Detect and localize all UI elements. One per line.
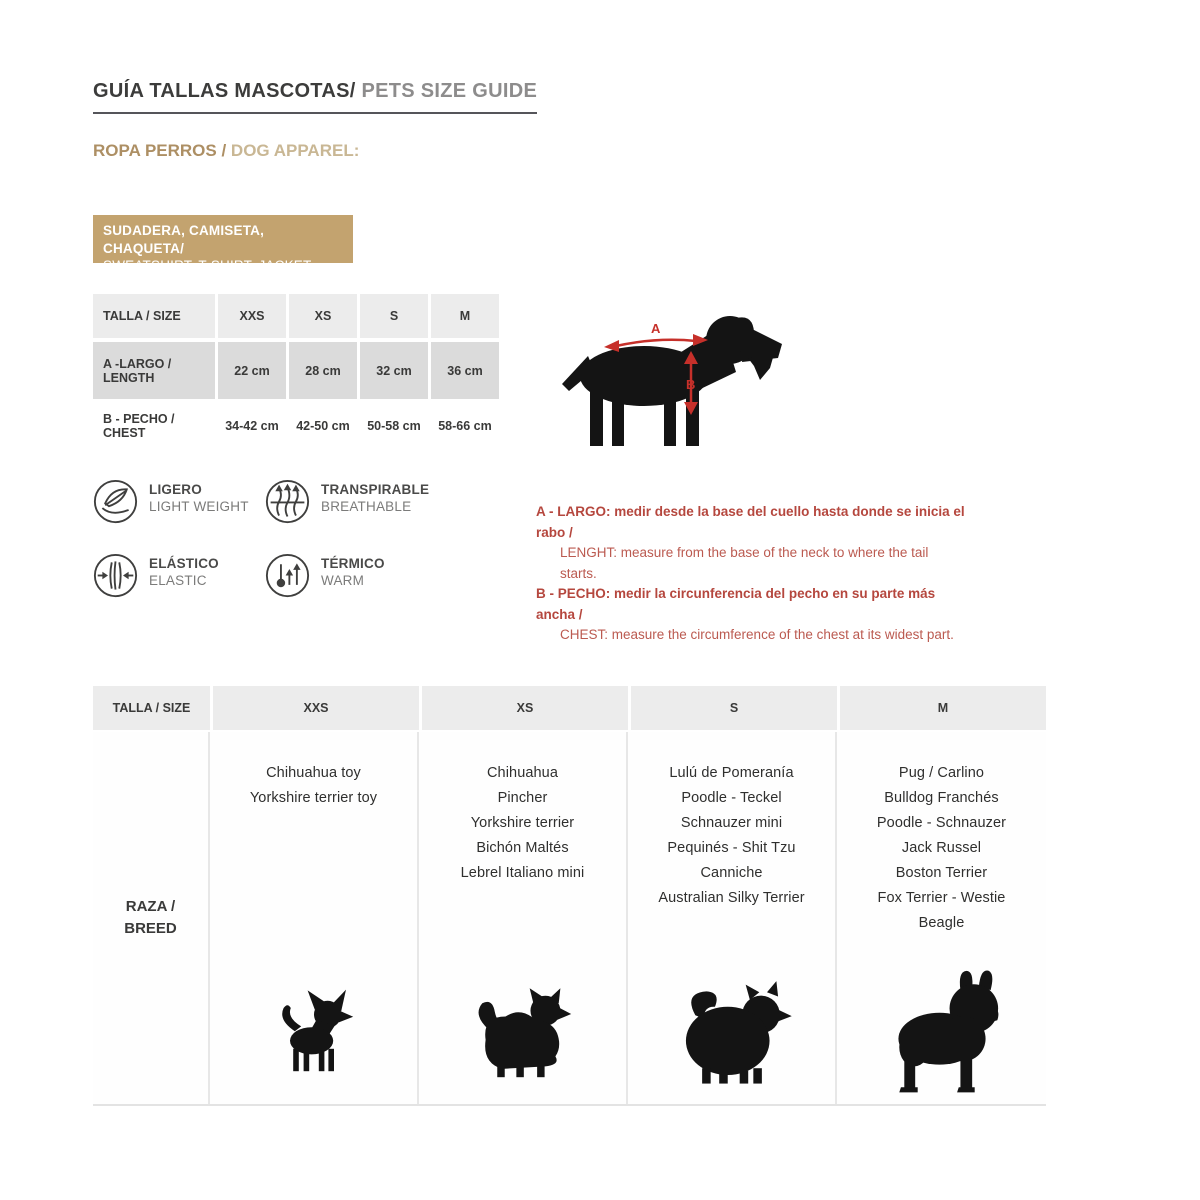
feature-label-es: ELÁSTICO	[149, 556, 219, 571]
breed-cell-xs	[419, 732, 628, 1104]
feature-warm	[265, 553, 465, 598]
chest-xs: 42-50 cm	[289, 403, 357, 449]
subtitle-es: ROPA PERROS /	[93, 141, 231, 160]
feature-label-en: WARM	[321, 572, 365, 588]
measuring-dog-diagram	[552, 300, 794, 455]
measure-notes	[536, 502, 966, 646]
length-xs: 28 cm	[289, 342, 357, 399]
page-title	[93, 80, 537, 114]
feature-breathable	[265, 479, 465, 524]
subtitle-en: DOG APPAREL:	[230, 141, 360, 160]
breed-header-label: TALLA / SIZE	[93, 686, 210, 730]
note-length-en: LENGHT: measure from the base of the neck to where the tail starts.	[560, 545, 929, 581]
section-subtitle	[93, 141, 359, 161]
breathable-icon	[265, 479, 310, 524]
feature-list	[93, 479, 465, 598]
size-table-header-m: M	[431, 294, 499, 338]
size-table-header-label: TALLA / SIZE	[93, 294, 215, 338]
feature-label-en: LIGHT WEIGHT	[149, 498, 249, 514]
elastic-icon	[93, 553, 138, 598]
chest-row-label: B - PECHO / CHEST	[93, 403, 215, 449]
arrow-label-b: B	[686, 377, 696, 392]
feature-label-es: LIGERO	[149, 482, 202, 497]
french-bulldog-silhouette-icon	[879, 970, 1005, 1094]
size-table	[93, 294, 499, 449]
feature-label-es: TRANSPIRABLE	[321, 482, 430, 497]
size-table-header-xxs: XXS	[218, 294, 286, 338]
breed-list-xs: Chihuahua Pincher Yorkshire terrier Bichón Maltés Lebrel Italiano mini	[460, 765, 585, 881]
banner-line-en: SWEATSHIRT, T-SHIRT, JACKET	[103, 258, 312, 274]
long-haired-chihuahua-silhouette-icon	[469, 988, 577, 1080]
size-table-header-xs: XS	[289, 294, 357, 338]
breed-header-xxs: XXS	[213, 686, 419, 730]
page-title-es: GUÍA TALLAS MASCOTAS/	[93, 80, 356, 102]
breed-header-xs: XS	[422, 686, 628, 730]
breed-list-s: Lulú de Pomeranía Poodle - Teckel Schnauzer mini Pequinés - Shit Tzu Canniche Australian Silky Terrier	[658, 765, 805, 906]
feather-icon	[93, 479, 138, 524]
length-row-label: A -LARGO / LENGTH	[93, 342, 215, 399]
breed-list-m: Pug / Carlino Bulldog Franchés Poodle - Schnauzer Jack Russel Boston Terrier Fox Terrier - Westie Beagle	[876, 765, 1007, 931]
note-pecho-es: B - PECHO: medir la circunferencia del pecho en su parte más ancha /	[536, 586, 936, 622]
note-largo-es: A - LARGO: medir desde la base del cuello hasta donde se inicia el rabo /	[536, 504, 965, 540]
chihuahua-silhouette-icon	[270, 988, 358, 1076]
breed-list-xxs: Chihuahua toy Yorkshire terrier toy	[249, 765, 378, 806]
breed-cell-s	[628, 732, 837, 1104]
length-xxs: 22 cm	[218, 342, 286, 399]
feature-lightweight	[93, 479, 265, 524]
garment-type-banner	[93, 215, 353, 274]
breed-header-m: M	[840, 686, 1046, 730]
feature-label-es: TÉRMICO	[321, 556, 385, 571]
breed-row-label: RAZA / BREED	[93, 732, 210, 1104]
page-title-en: PETS SIZE GUIDE	[355, 80, 538, 102]
chest-xxs: 34-42 cm	[218, 403, 286, 449]
feature-label-en: BREATHABLE	[321, 498, 412, 514]
note-chest-en: CHEST: measure the circumference of the chest at its widest part.	[560, 627, 954, 643]
banner-line-es: SUDADERA, CAMISETA, CHAQUETA/	[103, 223, 265, 256]
thermometer-icon	[265, 553, 310, 598]
feature-label-en: ELASTIC	[149, 572, 207, 588]
chest-m: 58-66 cm	[431, 403, 499, 449]
length-m: 36 cm	[431, 342, 499, 399]
breed-table-body	[93, 732, 1046, 1106]
labrador-silhouette-icon	[552, 300, 794, 450]
feature-elastic	[93, 553, 265, 598]
breed-cell-xxs	[210, 732, 419, 1104]
breed-cell-m	[837, 732, 1046, 1104]
breed-header-s: S	[631, 686, 837, 730]
chest-s: 50-58 cm	[360, 403, 428, 449]
length-s: 32 cm	[360, 342, 428, 399]
arrow-label-a: A	[651, 321, 661, 336]
size-table-header-s: S	[360, 294, 428, 338]
pomeranian-silhouette-icon	[668, 981, 796, 1088]
breed-table-header	[93, 686, 1046, 730]
